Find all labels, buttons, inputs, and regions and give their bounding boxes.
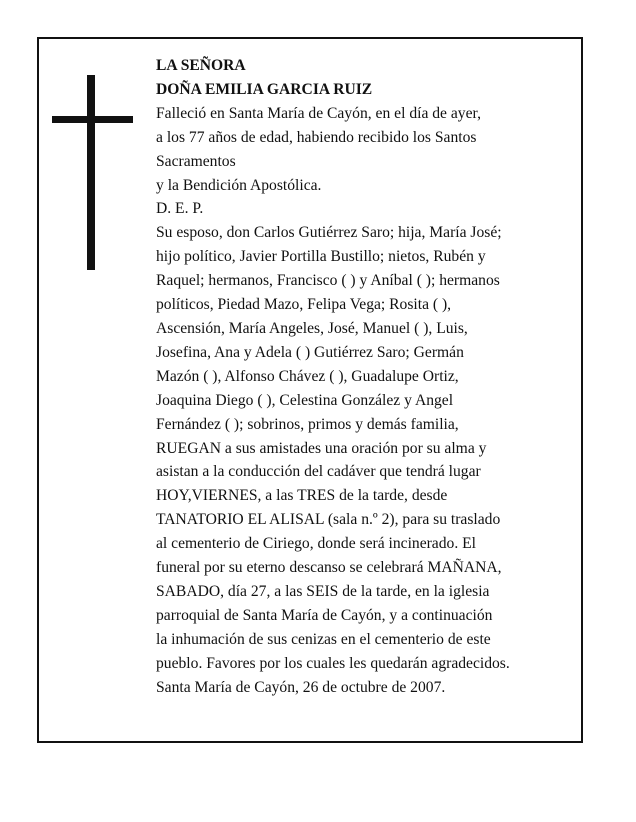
- obituary-text: [156, 54, 586, 699]
- text-line: asistan a la conducción del cadáver que tendrá lugar: [156, 463, 481, 481]
- rip-line: D. E. P.: [156, 200, 204, 218]
- text-line: parroquial de Santa María de Cayón, y a continuación: [156, 606, 493, 624]
- text-line: a los 77 años de edad, habiendo recibido los Santos: [156, 128, 477, 146]
- heading-title: LA SEÑORA: [156, 57, 246, 74]
- text-line: Falleció en Santa María de Cayón, en el día de ayer,: [156, 104, 481, 122]
- text-line: RUEGAN a sus amistades una oración por su alma y: [156, 439, 487, 457]
- text-line: Su esposo, don Carlos Gutiérrez Saro; hija, María José;: [156, 224, 502, 242]
- text-line: políticos, Piedad Mazo, Felipa Vega; Rosita ( ),: [156, 296, 452, 314]
- text-line: pueblo. Favores por los cuales les quedarán agradecidos.: [156, 654, 510, 672]
- text-line: Sacramentos: [156, 152, 236, 170]
- text-line: Ascensión, María Angeles, José, Manuel ( ), Luis,: [156, 319, 468, 337]
- text-line: HOY,VIERNES, a las TRES de la tarde, desde: [156, 487, 448, 505]
- text-line: SABADO, día 27, a las SEIS de la tarde, en la iglesia: [156, 582, 490, 600]
- text-line: hijo político, Javier Portilla Bustillo; nietos, Rubén y: [156, 248, 486, 266]
- text-line: al cementerio de Ciriego, donde será incinerado. El: [156, 535, 476, 553]
- text-line: TANATORIO EL ALISAL (sala n.º 2), para su traslado: [156, 511, 501, 529]
- text-line: la inhumación de sus cenizas en el cementerio de este: [156, 630, 491, 648]
- date-line: Santa María de Cayón, 26 de octubre de 2007.: [156, 678, 446, 696]
- text-line: Joaquina Diego ( ), Celestina González y Angel: [156, 391, 454, 409]
- text-line: Raquel; hermanos, Francisco ( ) y Aníbal ( ); hermanos: [156, 272, 500, 290]
- cross-vertical-bar: [87, 75, 95, 270]
- text-line: y la Bendición Apostólica.: [156, 176, 322, 194]
- text-line: Josefina, Ana y Adela ( ) Gutiérrez Saro; Germán: [156, 343, 464, 361]
- text-line: Mazón ( ), Alfonso Chávez ( ), Guadalupe Ortiz,: [156, 367, 459, 385]
- deceased-name: DOÑA EMILIA GARCIA RUIZ: [156, 80, 373, 98]
- cross-horizontal-bar: [52, 116, 133, 123]
- text-line: Fernández ( ); sobrinos, primos y demás familia,: [156, 415, 459, 433]
- text-line: funeral por su eterno descanso se celebrará MAÑANA,: [156, 559, 502, 577]
